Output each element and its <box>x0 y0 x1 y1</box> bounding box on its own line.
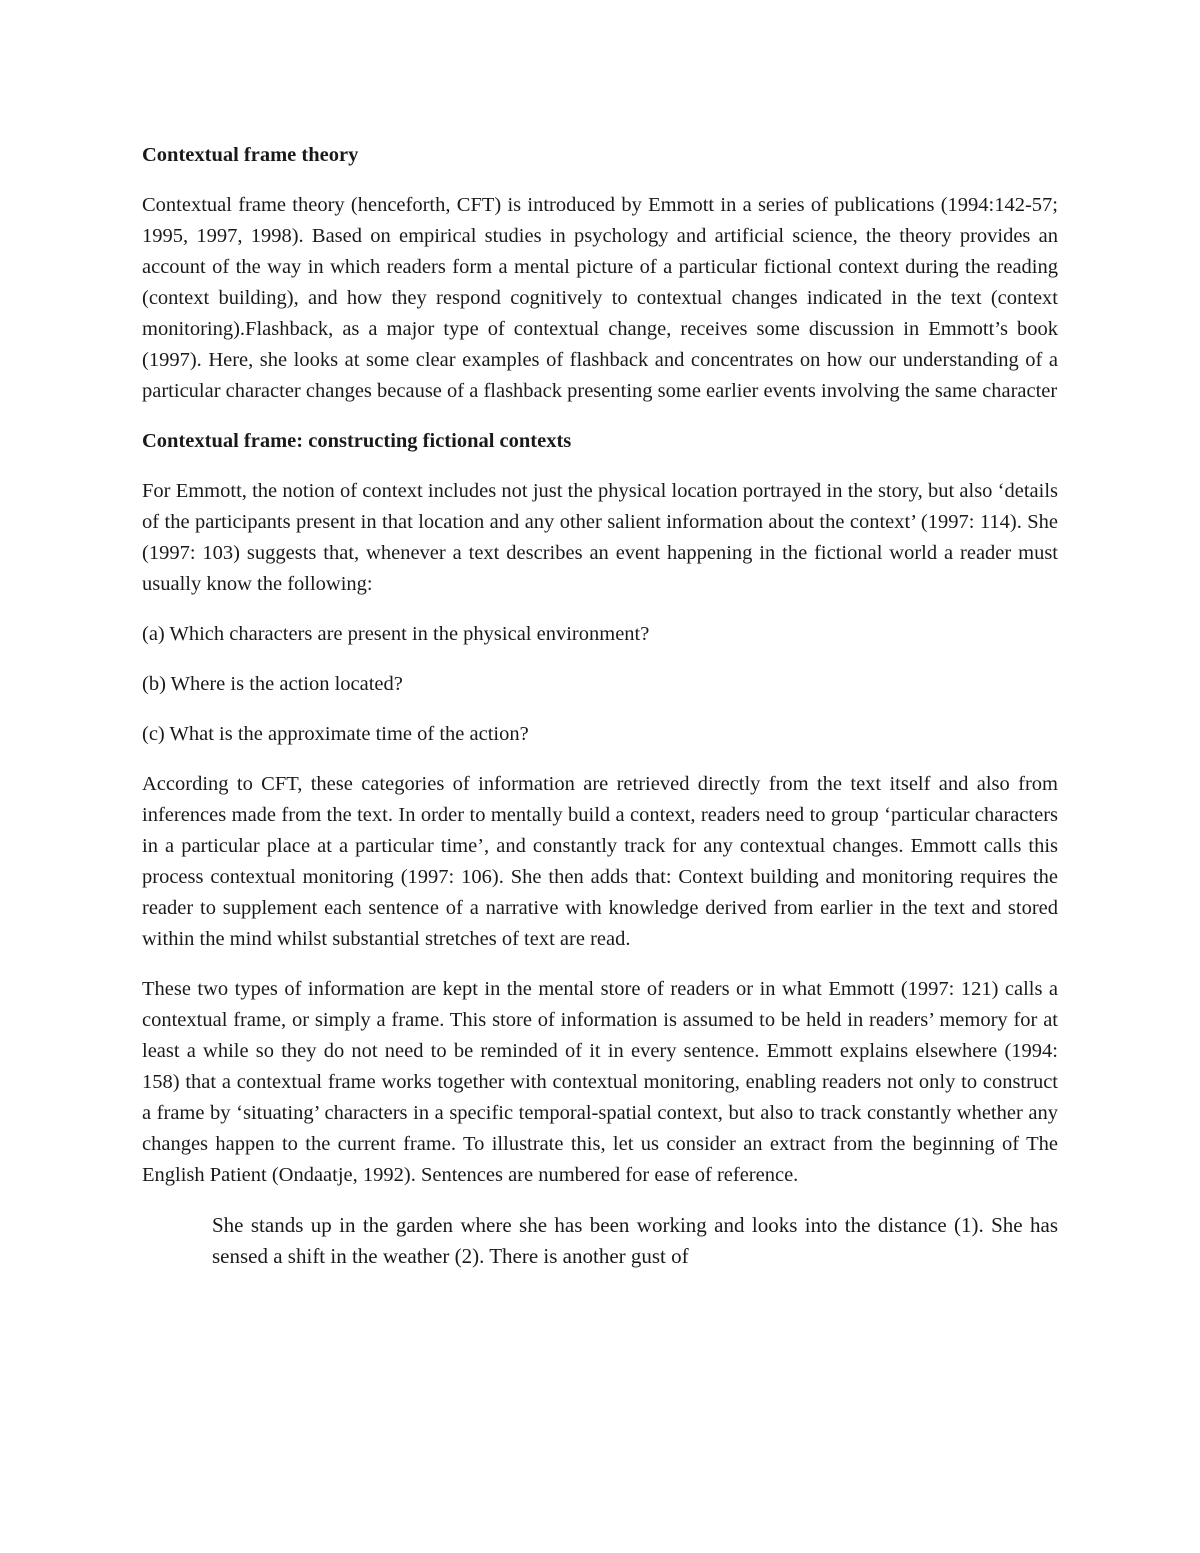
question-item-b: (b) Where is the action located? <box>142 673 403 695</box>
paragraph-context-notion: For Emmott, the notion of context includes not just the physical location portrayed in the story, but also ‘details of the participants present in that location and any other salient information about the context’ (1997: 114). She (1997: 103) suggests that, whenever a text describes an event happening in the fictional world a reader must usually know the following: <box>142 480 1058 595</box>
section-heading-cft: Contextual frame theory <box>142 144 359 166</box>
section-heading-contextual-frame: Contextual frame: constructing fictional contexts <box>142 430 572 452</box>
document-page <box>142 140 1058 1272</box>
paragraph-contextual-frame-store: These two types of information are kept in the mental store of readers or in what Emmott (1997: 121) calls a contextual frame, or simply a frame. This store of information is assumed to be held in readers’ memory for at least a while so they do not need to be reminded of it in every sentence. Emmott explains elsewhere (1994: 158) that a contextual frame works together with contextual monitoring, enabling readers not only to construct a frame by ‘situating’ characters in a specific temporal-spatial context, but also to track constantly whether any changes happen to the current frame. To illustrate this, let us consider an extract from the beginning of The English Patient (Ondaatje, 1992). Sentences are numbered for ease of reference. <box>142 978 1058 1186</box>
paragraph-cft-intro: Contextual frame theory (henceforth, CFT) is introduced by Emmott in a series of publications (1994:142-57; 1995, 1997, 1998). Based on empirical studies in psychology and artificial science, the theory provides an account of the way in which readers form a mental picture of a particular fictional context during the reading (context building), and how they respond cognitively to contextual changes indicated in the text (context monitoring).Flashback, as a major type of contextual change, receives some discussion in Emmott’s book (1997). Here, she looks at some clear examples of flashback and concentrates on how our understanding of a particular character changes because of a flashback presenting some earlier events involving the same character <box>142 194 1058 402</box>
paragraph-cft-categories: According to CFT, these categories of information are retrieved directly from the text itself and also from inferences made from the text. In order to mentally build a context, readers need to group ‘particular characters in a particular place at a particular time’, and constantly track for any contextual changes. Emmott calls this process contextual monitoring (1997: 106). She then adds that: Context building and monitoring requires the reader to supplement each sentence of a narrative with knowledge derived from earlier in the text and stored within the mind whilst substantial stretches of text are read. <box>142 773 1058 950</box>
question-item-a: (a) Which characters are present in the physical environment? <box>142 623 650 645</box>
question-item-c: (c) What is the approximate time of the action? <box>142 723 529 745</box>
block-quote-english-patient: She stands up in the garden where she has been working and looks into the distance (1). She has sensed a shift in the weather (2). There is another gust of <box>212 1213 1058 1268</box>
